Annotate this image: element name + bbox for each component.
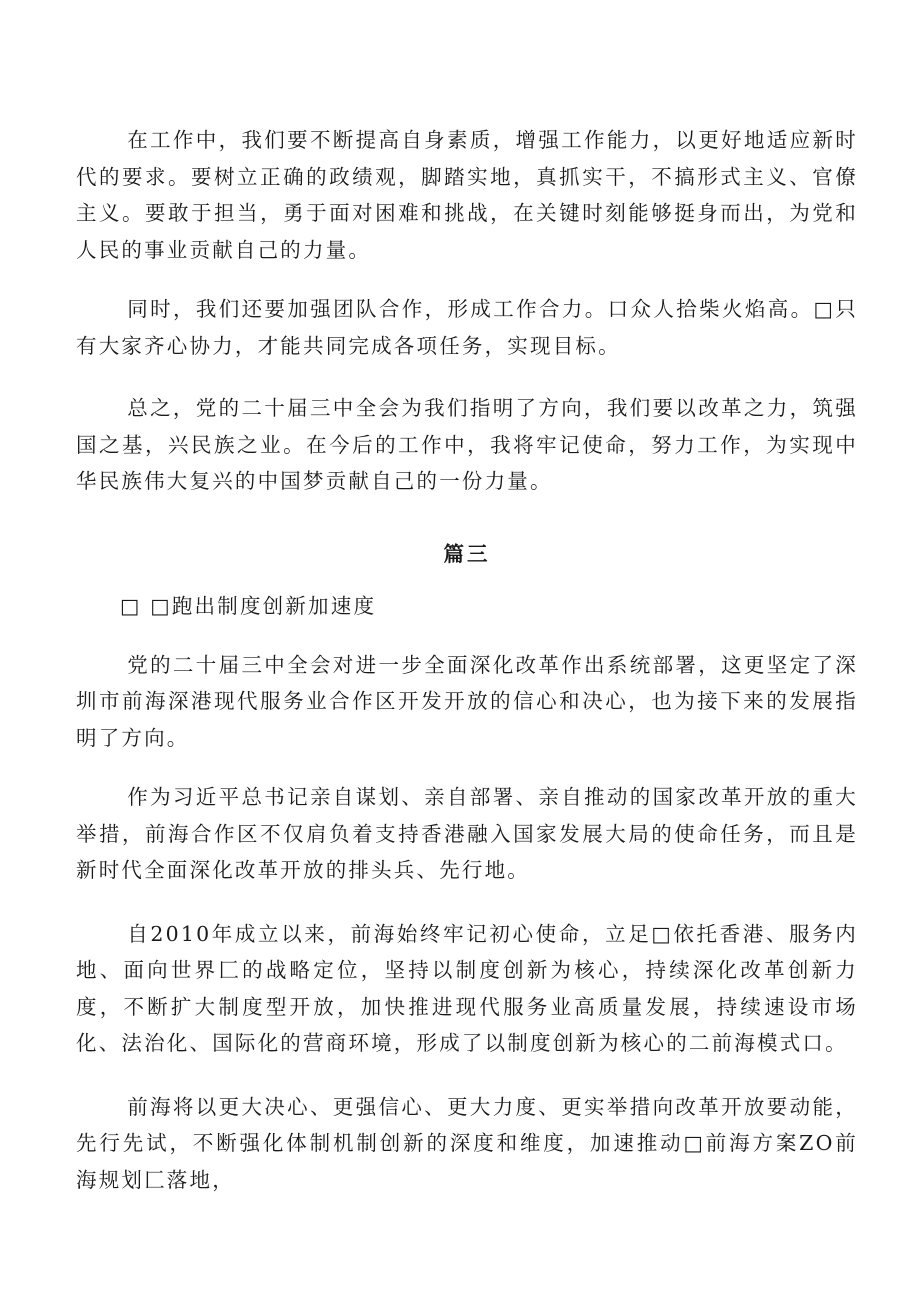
section-title: 篇三	[443, 541, 491, 566]
paragraph-qianhai-future: 前海将以更大决心、更强信心、更大力度、更实举措向改革开放要动能，先行先试，不断强化体制机制创新的深度和维度，加速推动□前海方案ZO前海规划匚落地，	[76, 1094, 858, 1192]
paragraph-conclusion: 总之，党的二十届三中全会为我们指明了方向，我们要以改革之力，筑强国之基，兴民族之业。在今后的工作中，我将牢记使命，努力工作，为实现中华民族伟大复兴的中国梦贡献自己的一份力量。	[76, 396, 858, 493]
paragraph-qianhai-history: 自2010年成立以来，前海始终牢记初心使命，立足□依托香港、服务内地、面向世界匚的战略定位，坚持以制度创新为核心，持续深化改革创新力度，不断扩大制度型开放，加快推进现代服务业高质量发展，持续速设市场化、法治化、国际化的营商环境，形成了以制度创新为核心的二前海模式口。	[76, 921, 858, 1055]
paragraph-self-improvement: 在工作中，我们要不断提高自身素质，增强工作能力，以更好地适应新时代的要求。要树立正确的政绩观，脚踏实地，真抓实干，不搞形式主义、官僚主义。要敢于担当，勇于面对困难和挑战，在关键时刻能够挺身而出，为党和人民的事业贡献自己的力量。	[76, 128, 858, 262]
paragraph-teamwork: 同时，我们还要加强团队合作，形成工作合力。口众人拾柴火焰高。□只有大家齐心协力，才能共同完成各项任务，实现目标。	[76, 297, 858, 358]
section-subtitle: □ □跑出制度创新加速度	[120, 594, 377, 618]
paragraph-plenum-deployment: 党的二十届三中全会对进一步全面深化改革作出系统部署，这更坚定了深圳市前海深港现代服务业合作区开发开放的信心和决心，也为接下来的发展指明了方向。	[76, 652, 858, 750]
paragraph-qianhai-role: 作为习近平总书记亲自谋划、亲自部署、亲自推动的国家改革开放的重大举措，前海合作区不仅肩负着支持香港融入国家发展大局的使命任务，而且是新时代全面深化改革开放的排头兵、先行地。	[76, 785, 858, 882]
